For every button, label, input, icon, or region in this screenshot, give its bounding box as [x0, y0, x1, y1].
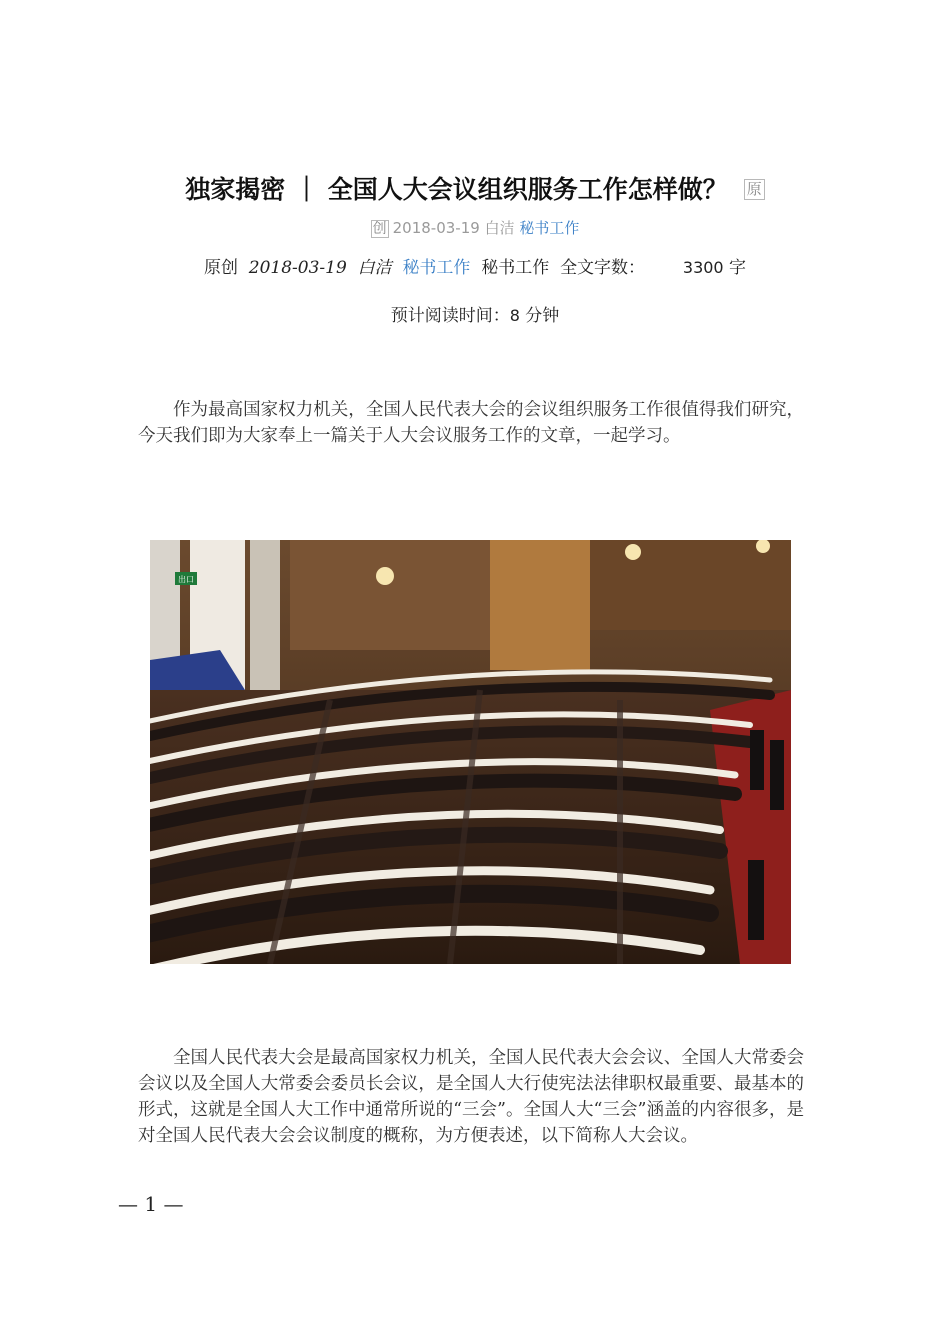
- reading-time-label: 预计阅读时间：: [390, 306, 510, 326]
- exit-sign-text: 出口: [178, 575, 194, 584]
- meta-author: 白洁: [484, 219, 515, 237]
- article-meta: [0, 217, 950, 238]
- meta-date: 2018-03-19: [392, 219, 480, 237]
- article-info: [0, 253, 950, 278]
- info-date: 2018-03-19: [248, 258, 347, 278]
- original-label: 原创: [203, 258, 238, 278]
- info-author: 白洁: [357, 258, 392, 278]
- article-title: [0, 170, 950, 206]
- assembly-hall-illustration: [150, 540, 791, 964]
- meta-account-link[interactable]: 秘书工作: [519, 219, 580, 237]
- intro-paragraph: 作为最高国家权力机关，全国人民代表大会的会议组织服务工作很值得我们研究，今天我们即为大家奉上一篇关于人大会议服务工作的文章，一起学习。: [138, 400, 804, 446]
- word-count-label: 全文字数：: [560, 258, 646, 278]
- assembly-hall-photo: [150, 540, 791, 964]
- page-number: — 1 —: [118, 1192, 184, 1216]
- word-count-unit: 字: [729, 258, 747, 278]
- reading-time: [0, 301, 950, 326]
- original-badge-tail: 创: [372, 221, 387, 237]
- body-paragraph: 全国人民代表大会是最高国家权力机关，全国人民代表大会会议、全国人大常委会会议以及全国人大常委会委员长会议，是全国人大行使宪法法律职权最重要、最基本的形式，这就是全国人大工作中通常所说的“三会”。全国人大“三会”涵盖的内容很多，是对全国人民代表大会会议制度的概称，为方便表述，以下简称人大会议。: [138, 1048, 804, 1146]
- word-count-value: 3300: [682, 258, 724, 277]
- info-account-text: 秘书工作: [481, 258, 550, 278]
- info-account-link[interactable]: 秘书工作: [402, 258, 471, 278]
- reading-time-unit: 分钟: [525, 306, 560, 326]
- reading-time-value: 8: [509, 306, 520, 325]
- article-title-text: 独家揭密 ｜ 全国人大会议组织服务工作怎样做？: [185, 175, 728, 204]
- original-badge: 原: [744, 179, 765, 200]
